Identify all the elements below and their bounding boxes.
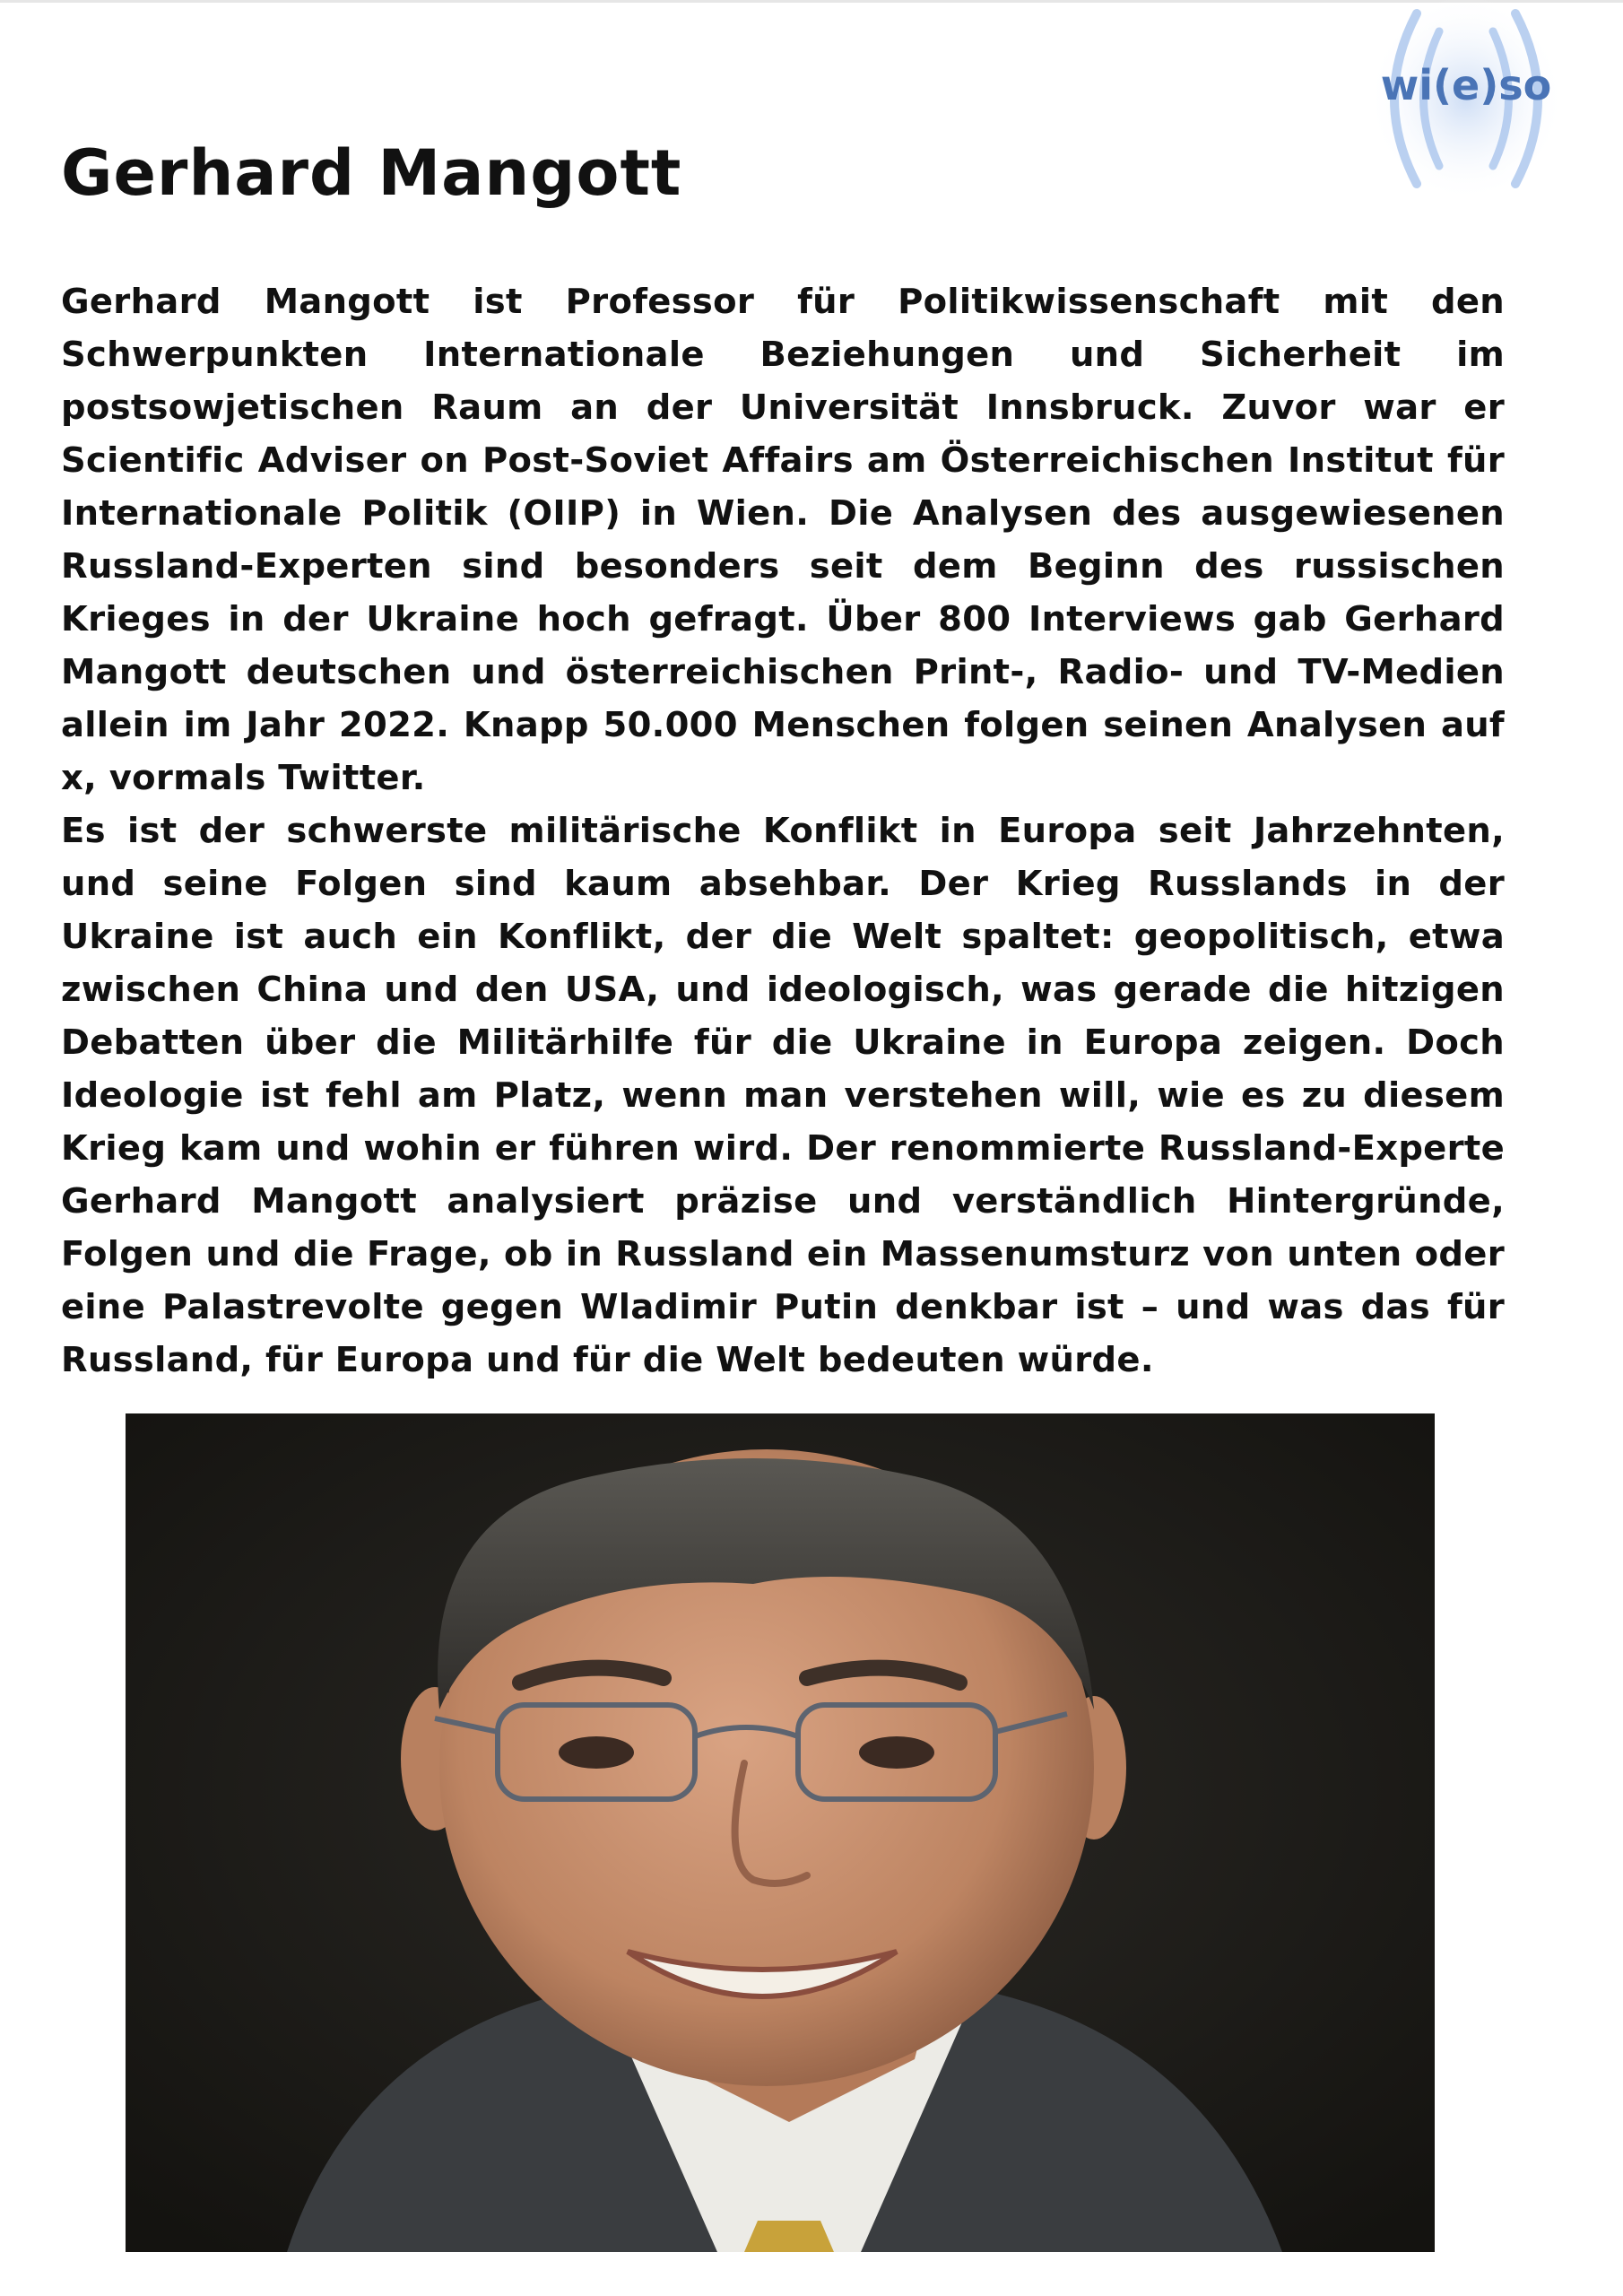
- description-paragraph: Es ist der schwerste militärische Konflikt in Europa seit Jahrzehnten, und seine Folgen sind kaum absehbar. Der Krieg Russlands in der Ukraine ist auch ein Konflikt, der die Welt spaltet: geopolitisch, etwa zwischen China und den USA, und ideologisch, was gerade die hitzigen Debatten über die Militärhilfe für die Ukraine in Europa zeigen. Doch Ideologie ist fehl am Platz, wenn man verstehen will, wie es zu diesem Krieg kam und wohin er führen wird. Der renommierte Russland-Experte Gerhard Mangott analysiert präzise und verständlich Hintergründe, Folgen und die Frage, ob in Russland ein Massenumsturz von unten oder eine Palastrevolte gegen Wladimir Putin denkbar ist – und was das für Russland, für Europa und für die Welt bedeuten würde.: [61, 811, 1505, 1380]
- portrait-icon: [126, 1413, 1435, 2252]
- wieso-logo: [1354, 0, 1578, 202]
- portrait-photo: [126, 1413, 1435, 2252]
- logo-text: wi(e)so: [1380, 61, 1552, 109]
- bio-paragraph: Gerhard Mangott ist Professor für Politikwissenschaft mit den Schwerpunkten Internationale Beziehungen und Sicherheit im postsowjetischen Raum an der Universität Innsbruck. Zuvor war er Scientific Adviser on Post-Soviet Affairs am Österreichischen Institut für Internationale Politik (OIIP) in Wien. Die Analysen des ausgewiesenen Russland-Experten sind besonders seit dem Beginn des russischen Krieges in der Ukraine hoch gefragt. Über 800 Interviews gab Gerhard Mangott deutschen und österreichischen Print-, Radio- und TV-Medien allein im Jahr 2022. Knapp 50.000 Menschen folgen seinen Analysen auf x, vormals Twitter.: [61, 282, 1505, 798]
- page-title: Gerhard Mangott: [61, 136, 682, 210]
